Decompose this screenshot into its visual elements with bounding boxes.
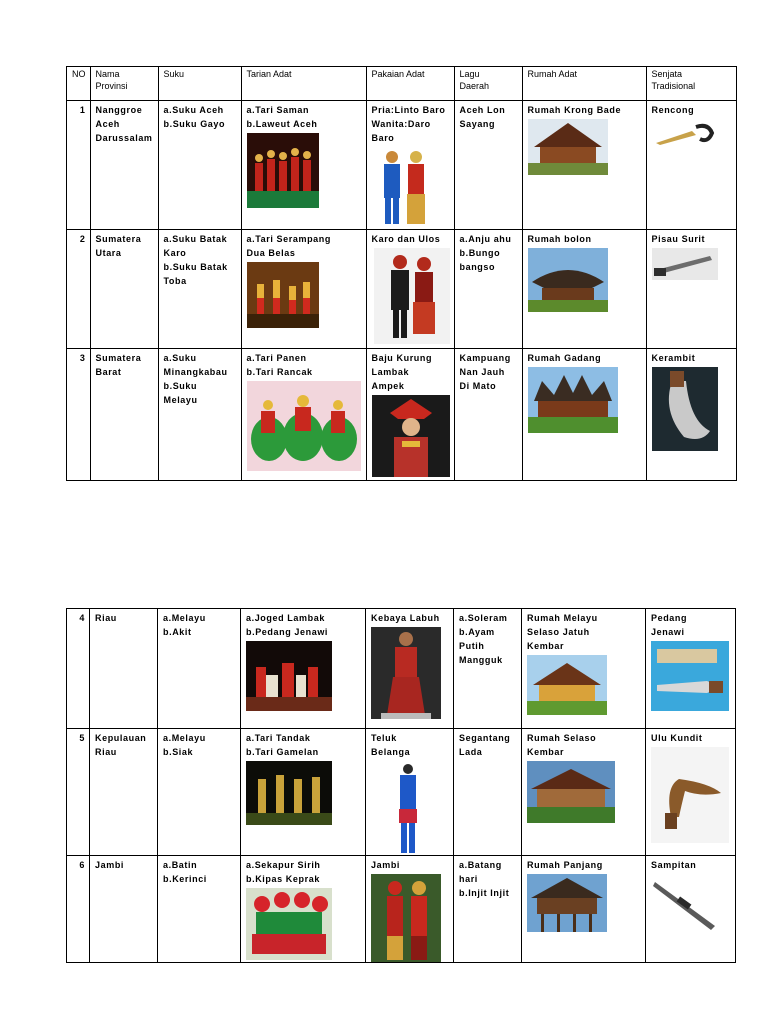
pakaian-text: Teluk Belanga: [371, 733, 411, 757]
lagu-cell: [454, 729, 522, 856]
senjata-text: Sampitan: [651, 860, 697, 870]
lagu-cell: [454, 349, 522, 481]
pakaian-text: Karo dan Ulos: [371, 234, 441, 244]
rumah-cell: [522, 856, 646, 963]
senjata-cell: [646, 609, 736, 729]
header-row: [67, 67, 737, 101]
col-header-pakaian: Pakaian Adat: [366, 67, 454, 101]
lagu-cell: [454, 230, 522, 349]
tarian-text: a.Sekapur Sirih b.Kipas Keprak: [246, 860, 321, 884]
row-number: 6: [67, 856, 90, 963]
pakaian-cell: [366, 230, 454, 349]
table-row: [67, 856, 736, 963]
culture-table-2: [66, 608, 736, 963]
col-header-lagu-text: Lagu Daerah: [459, 69, 490, 91]
suku-cell: [158, 349, 241, 481]
pakaian-text: Jambi: [371, 860, 401, 870]
house-photo: [527, 874, 641, 932]
suku-cell: [158, 101, 241, 230]
tarian-text: a.Tari Saman b.Laweut Aceh: [246, 105, 318, 129]
pakaian-cell: [366, 856, 454, 963]
lagu-cell: [454, 609, 522, 729]
provinsi-cell: [90, 230, 158, 349]
row-number: 5: [67, 729, 90, 856]
suku-cell: [158, 729, 241, 856]
rumah-cell: [522, 230, 646, 349]
rumah-text: Rumah Selaso Kembar: [527, 733, 597, 757]
senjata-cell: [646, 101, 736, 230]
provinsi-text: Sumatera Barat: [95, 353, 142, 377]
pakaian-cell: [366, 609, 454, 729]
pakaian-text: Baju Kurung Lambak Ampek: [371, 353, 433, 391]
weapon-photo: [651, 641, 731, 711]
row-number: 1: [67, 101, 91, 230]
rumah-cell: [522, 101, 646, 230]
col-header-senjata-text: Senjata Tradisional: [651, 69, 696, 91]
house-photo: [527, 761, 641, 823]
suku-cell: [158, 856, 241, 963]
provinsi-cell: [90, 856, 158, 963]
rumah-text: Rumah bolon: [527, 234, 592, 244]
col-header-no: NO: [67, 67, 91, 101]
lagu-text: Segantang Lada: [459, 733, 511, 757]
row-number: 3: [67, 349, 91, 481]
col-header-senjata: [646, 67, 736, 101]
dance-photo: [247, 262, 362, 328]
tarian-cell: [241, 349, 366, 481]
senjata-text: Pedang Jenawi: [651, 613, 688, 637]
col-header-provinsi: [90, 67, 158, 101]
row-number: 2: [67, 230, 91, 349]
tarian-cell: [241, 609, 366, 729]
col-header-tarian: Tarian Adat: [241, 67, 366, 101]
suku-text: a.Batin b.Kerinci: [163, 860, 207, 884]
lagu-cell: [454, 101, 522, 230]
house-photo: [528, 248, 642, 312]
table-row: [67, 729, 736, 856]
rumah-text: Rumah Melayu Selaso Jatuh Kembar: [527, 613, 598, 651]
suku-cell: [158, 230, 241, 349]
senjata-cell: [646, 856, 736, 963]
culture-table-1: [66, 66, 737, 481]
tarian-cell: [241, 729, 366, 856]
rumah-text: Rumah Gadang: [527, 353, 602, 363]
weapon-photo: [652, 367, 732, 451]
house-photo: [527, 655, 641, 715]
provinsi-text: Nanggroe Aceh Darussalam: [95, 105, 153, 143]
rumah-text: Rumah Panjang: [527, 860, 603, 870]
lagu-text: a.Soleram b.Ayam Putih Mangguk: [459, 613, 508, 665]
table-row: [67, 349, 737, 481]
col-header-suku: Suku: [158, 67, 241, 101]
pakaian-cell: [366, 101, 454, 230]
pakaian-text: Pria:Linto Baro Wanita:Daro Baro: [371, 105, 446, 143]
suku-text: a.Melayu b.Siak: [163, 733, 206, 757]
weapon-photo: [652, 248, 732, 280]
senjata-cell: [646, 729, 736, 856]
senjata-text: Kerambit: [651, 353, 696, 363]
suku-text: a.Suku Minangkabau b.Suku Melayu: [163, 353, 228, 405]
senjata-cell: [646, 349, 736, 481]
suku-text: a.Melayu b.Akit: [163, 613, 206, 637]
table-row: [67, 609, 736, 729]
house-photo: [528, 367, 642, 433]
pakaian-text: Kebaya Labuh: [371, 613, 440, 623]
provinsi-text: Kepulauan Riau: [95, 733, 147, 757]
provinsi-text: Sumatera Utara: [95, 234, 142, 258]
dance-photo: [246, 641, 361, 711]
lagu-cell: [454, 856, 522, 963]
tarian-text: a.Tari Serampang Dua Belas: [246, 234, 331, 258]
provinsi-text: Jambi: [95, 860, 125, 870]
suku-text: a.Suku Aceh b.Suku Gayo: [163, 105, 226, 129]
tarian-cell: [241, 101, 366, 230]
provinsi-cell: [90, 609, 158, 729]
dance-photo: [247, 381, 362, 471]
house-photo: [528, 119, 642, 175]
rumah-cell: [522, 609, 646, 729]
tarian-text: a.Tari Panen b.Tari Rancak: [246, 353, 313, 377]
table-row: [67, 101, 737, 230]
weapon-photo: [652, 119, 732, 149]
senjata-text: Rencong: [651, 105, 695, 115]
costume-photo: [374, 147, 450, 229]
costume-photo: [374, 248, 450, 344]
table-row: [67, 230, 737, 349]
senjata-text: Pisau Surit: [651, 234, 706, 244]
lagu-text: a.Anju ahu b.Bungo bangso: [459, 234, 512, 272]
costume-photo: [371, 874, 449, 962]
col-header-lagu: [454, 67, 522, 101]
tarian-text: a.Tari Tandak b.Tari Gamelan: [246, 733, 319, 757]
provinsi-cell: [90, 729, 158, 856]
provinsi-cell: [90, 101, 158, 230]
rumah-text: Rumah Krong Bade: [527, 105, 622, 115]
pakaian-cell: [366, 729, 454, 856]
provinsi-text: Riau: [95, 613, 117, 623]
weapon-photo: [651, 747, 731, 843]
costume-photo: [372, 395, 450, 477]
senjata-text: Ulu Kundit: [651, 733, 703, 743]
dance-photo: [246, 888, 361, 960]
row-number: 4: [67, 609, 90, 729]
col-header-rumah: Rumah Adat: [522, 67, 646, 101]
col-header-provinsi-text: Nama Provinsi: [95, 69, 128, 91]
lagu-text: Aceh Lon Sayang: [459, 105, 506, 129]
lagu-text: a.Batang hari b.Injit Injit: [459, 860, 510, 898]
senjata-cell: [646, 230, 736, 349]
tarian-text: a.Joged Lambak b.Pedang Jenawi: [246, 613, 329, 637]
pakaian-cell: [366, 349, 454, 481]
provinsi-cell: [90, 349, 158, 481]
dance-photo: [247, 133, 362, 208]
rumah-cell: [522, 349, 646, 481]
lagu-text: Kampuang Nan Jauh Di Mato: [459, 353, 511, 391]
costume-photo: [371, 627, 449, 719]
tarian-cell: [241, 230, 366, 349]
suku-text: a.Suku Batak Karo b.Suku Batak Toba: [163, 234, 228, 286]
costume-photo: [395, 761, 449, 855]
rumah-cell: [522, 729, 646, 856]
dance-photo: [246, 761, 361, 825]
suku-cell: [158, 609, 241, 729]
weapon-photo: [651, 874, 731, 934]
tarian-cell: [241, 856, 366, 963]
